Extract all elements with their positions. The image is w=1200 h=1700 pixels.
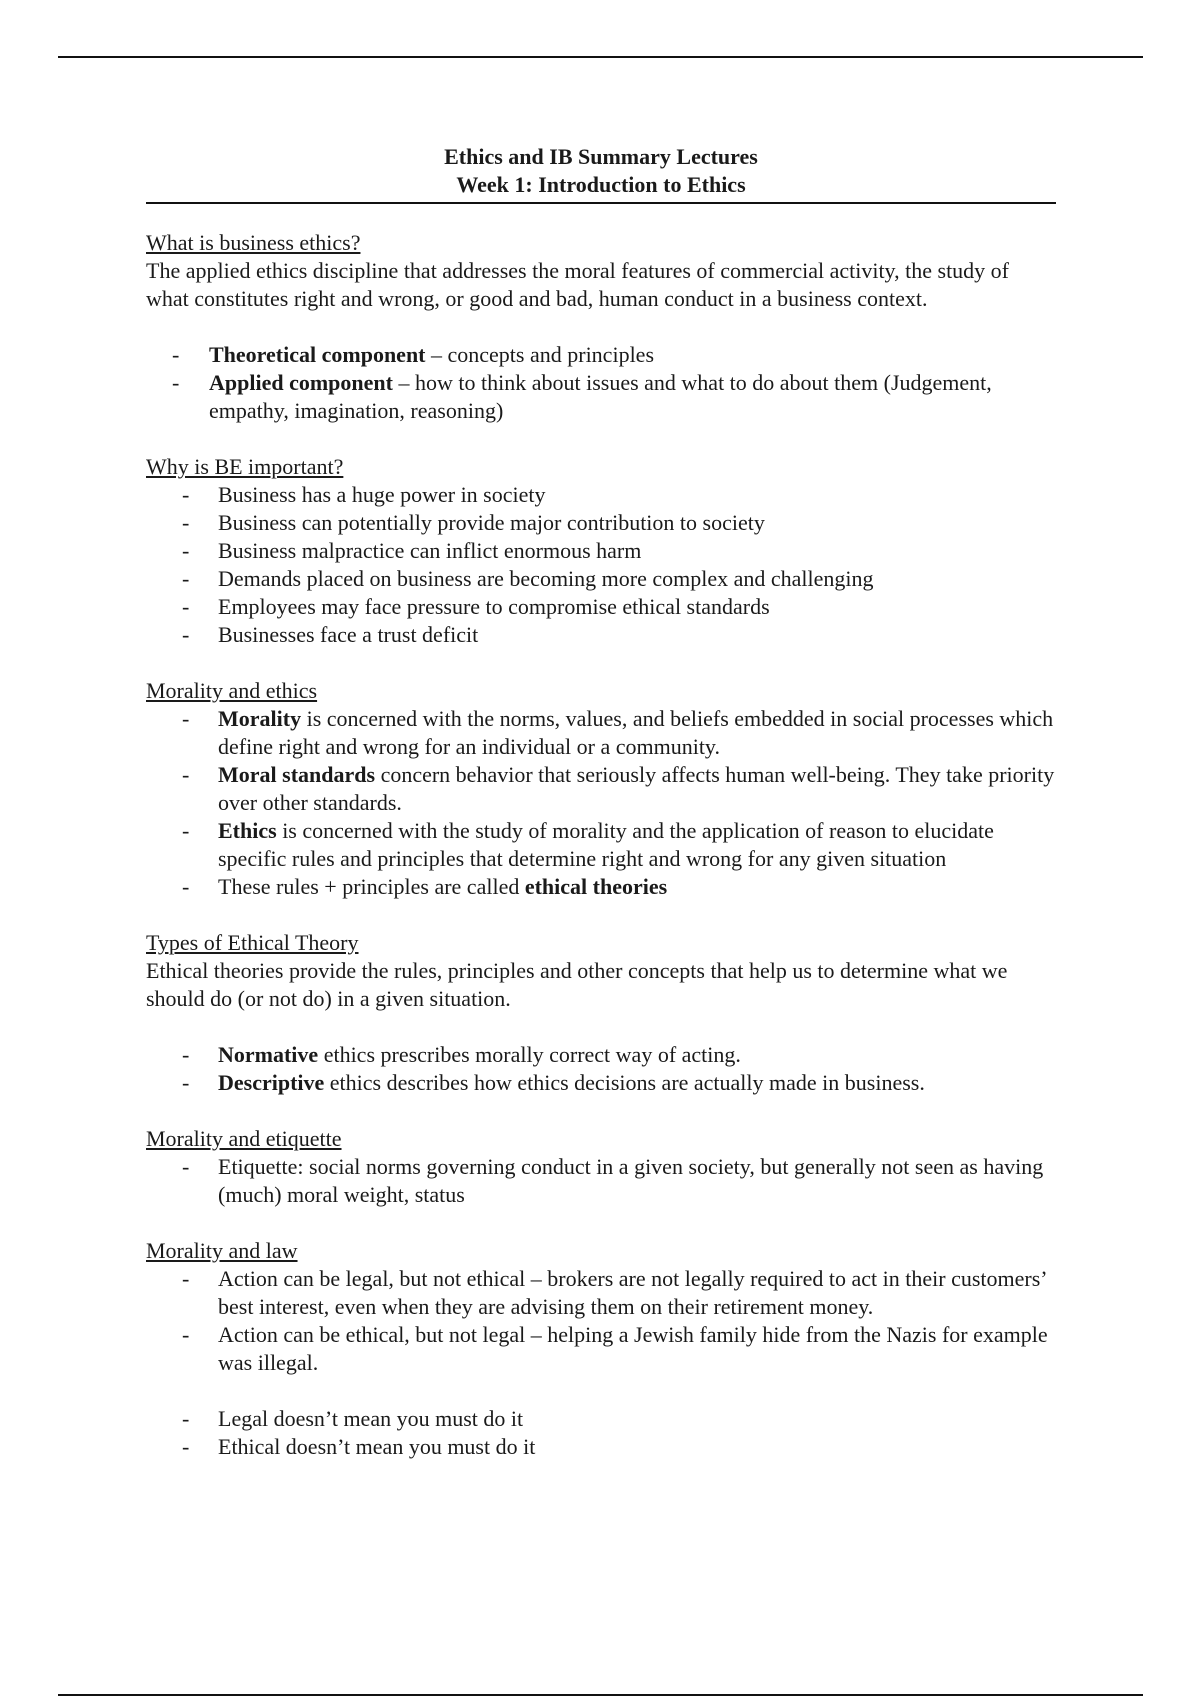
list-item: - Demands placed on business are becoming more complex and challenging <box>146 565 1056 593</box>
list-item: - Ethical doesn’t mean you must do it <box>146 1433 1056 1461</box>
document-subtitle: Week 1: Introduction to Ethics <box>456 172 746 197</box>
section-heading: What is business ethics? <box>146 230 361 255</box>
bullet-list <box>146 341 1056 425</box>
section-paragraph: The applied ethics discipline that addresses the moral features of commercial activity, the study of what constitutes right and wrong, or good and bad, human conduct in a business context. <box>146 258 1010 311</box>
list-item: - Descriptive ethics describes how ethics decisions are actually made in business. <box>146 1069 1056 1097</box>
section-why-be-important <box>146 453 1056 649</box>
bullet-list <box>146 705 1056 901</box>
section-heading: Morality and etiquette <box>146 1126 342 1151</box>
list-item: - These rules + principles are called ethical theories <box>146 873 1056 901</box>
bullet-list <box>146 1041 1056 1097</box>
section-morality-and-law <box>146 1237 1056 1461</box>
list-item: - Legal doesn’t mean you must do it <box>146 1405 1056 1433</box>
page-top-rule <box>58 56 1143 58</box>
section-business-ethics <box>146 229 1056 425</box>
bullet-list <box>146 481 1056 649</box>
document-body <box>146 143 1056 1461</box>
section-heading: Morality and law <box>146 1238 298 1263</box>
bullet-list <box>146 1265 1056 1377</box>
list-item: - Businesses face a trust deficit <box>146 621 1056 649</box>
list-item: - Action can be legal, but not ethical – brokers are not legally required to act in their customers’ best interest, even when they are advising them on their retirement money. <box>146 1265 1056 1321</box>
section-paragraph: Ethical theories provide the rules, principles and other concepts that help us to determine what we should do (or not do) in a given situation. <box>146 958 1008 1011</box>
list-item: - Normative ethics prescribes morally correct way of acting. <box>146 1041 1056 1069</box>
list-item: - Ethics is concerned with the study of morality and the application of reason to elucidate specific rules and principles that determine right and wrong for any given situation <box>146 817 1056 873</box>
bullet-list <box>146 1405 1056 1461</box>
list-item: - Employees may face pressure to compromise ethical standards <box>146 593 1056 621</box>
list-item: - Business can potentially provide major contribution to society <box>146 509 1056 537</box>
list-item: - Moral standards concern behavior that seriously affects human well-being. They take priority over other standards. <box>146 761 1056 817</box>
list-item: - Business has a huge power in society <box>146 481 1056 509</box>
section-heading: Types of Ethical Theory <box>146 930 359 955</box>
page-bottom-rule <box>58 1694 1143 1696</box>
section-heading: Why is BE important? <box>146 454 344 479</box>
list-item: - Theoretical component – concepts and principles <box>146 341 1056 369</box>
list-item: - Business malpractice can inflict enormous harm <box>146 537 1056 565</box>
list-item: - Applied component – how to think about issues and what to do about them (Judgement, empathy, imagination, reasoning) <box>146 369 1056 425</box>
section-types-of-ethical-theory <box>146 929 1056 1097</box>
list-item: - Morality is concerned with the norms, values, and beliefs embedded in social processes which define right and wrong for an individual or a community. <box>146 705 1056 761</box>
title-block <box>146 143 1056 204</box>
list-item: - Action can be ethical, but not legal – helping a Jewish family hide from the Nazis for example was illegal. <box>146 1321 1056 1377</box>
bullet-list <box>146 1153 1056 1209</box>
section-morality-and-etiquette <box>146 1125 1056 1209</box>
section-morality-and-ethics <box>146 677 1056 901</box>
section-heading: Morality and ethics <box>146 678 318 703</box>
document-title: Ethics and IB Summary Lectures <box>444 144 758 169</box>
list-item: - Etiquette: social norms governing conduct in a given society, but generally not seen as having (much) moral weight, status <box>146 1153 1056 1209</box>
